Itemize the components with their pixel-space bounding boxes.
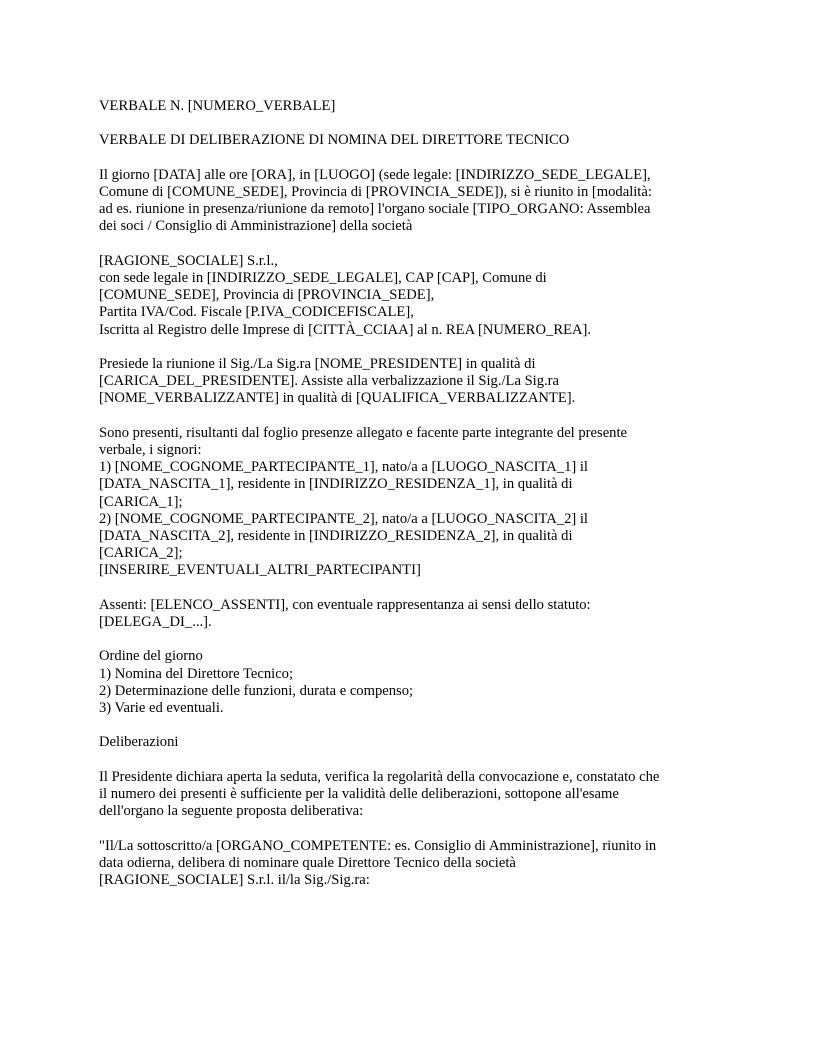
document-text-line: 1) [NOME_COGNOME_PARTECIPANTE_1], nato/a a [LUOGO_NASCITA_1] il [99, 459, 588, 476]
document-text-line: [RAGIONE_SOCIALE] S.r.l. il/la Sig./Sig.ra: [99, 871, 370, 888]
document-paragraph [99, 356, 723, 408]
document-text-line: Assenti: [ELENCO_ASSENTI], con eventuale rappresentanza ai sensi dello statuto: [99, 596, 591, 613]
document-paragraph [99, 167, 723, 236]
document-text-line: 3) Varie ed eventuali. [99, 700, 224, 716]
document-paragraph [99, 769, 723, 821]
document-paragraph [99, 253, 723, 339]
document-text-line: Deliberazioni [99, 734, 179, 751]
document-paragraph [99, 838, 723, 890]
document-text-line: [DELEGA_DI_...]. [99, 614, 212, 630]
document-text-line: "Il/La sottoscritto/a [ORGANO_COMPETENTE: es. Consiglio di Amministrazione], riunito in [99, 837, 657, 854]
document-text-line: Partita IVA/Cod. Fiscale [P.IVA_CODICEFISCALE], [99, 304, 414, 321]
document-text-line: [DATA_NASCITA_2], residente in [INDIRIZZO_RESIDENZA_2], in qualità di [99, 528, 573, 544]
document-text-line: con sede legale in [INDIRIZZO_SEDE_LEGALE], CAP [CAP], Comune di [99, 269, 547, 286]
document-paragraph [99, 132, 723, 149]
document-text-line: Presiede la riunione il Sig./La Sig.ra [NOME_PRESIDENTE] in qualità di [99, 355, 536, 372]
document-text-line: [CARICA_1]; [99, 493, 183, 510]
document-text-line: 2) [NOME_COGNOME_PARTECIPANTE_2], nato/a a [LUOGO_NASCITA_2] il [99, 510, 588, 527]
document-text-line: Sono presenti, risultanti dal foglio presenze allegato e facente parte integrante del presente [99, 424, 627, 441]
document-paragraph [99, 648, 723, 717]
document-text-line: [CARICA_2]; [99, 545, 183, 562]
document-text-line: [INSERIRE_EVENTUALI_ALTRI_PARTECIPANTI] [99, 562, 421, 579]
document-text-line: data odierna, delibera di nominare quale Direttore Tecnico della società [99, 854, 516, 871]
document-text-line: VERBALE N. [NUMERO_VERBALE] [99, 98, 336, 114]
document-paragraph [99, 425, 723, 580]
document-text-line: dei soci / Consiglio di Amministrazione] della società [99, 218, 413, 235]
document-text-line: verbale, i signori: [99, 441, 202, 458]
document-text-line: 1) Nomina del Direttore Tecnico; [99, 665, 294, 682]
document-text-line: [RAGIONE_SOCIALE] S.r.l., [99, 252, 278, 269]
document-text-line: ad es. riunione in presenza/riunione da remoto] l'organo sociale [TIPO_ORGANO: Assemblea [99, 201, 651, 218]
document-text-line: 2) Determinazione delle funzioni, durata e compenso; [99, 682, 414, 699]
document-text-line: Il Presidente dichiara aperta la seduta, verifica la regolarità della convocazione e, constatato che [99, 768, 660, 785]
document-text-line: [COMUNE_SEDE], Provincia di [PROVINCIA_SEDE], [99, 287, 435, 304]
document-text-line: Il giorno [DATA] alle ore [ORA], in [LUOGO] (sede legale: [INDIRIZZO_SEDE_LEGALE], [99, 166, 651, 183]
document-text-line: il numero dei presenti è sufficiente per la validità delle deliberazioni, sottopone all'esame [99, 785, 619, 802]
document-text-line: Iscritta al Registro delle Imprese di [CITTÀ_CCIAA] al n. REA [NUMERO_REA]. [99, 321, 592, 338]
document-paragraph [99, 734, 723, 751]
document-paragraph [99, 597, 723, 631]
document-text-line: VERBALE DI DELIBERAZIONE DI NOMINA DEL DIRETTORE TECNICO [99, 132, 570, 149]
document-text-line: Ordine del giorno [99, 648, 203, 665]
document-page [99, 98, 723, 906]
document-text-line: [NOME_VERBALIZZANTE] in qualità di [QUALIFICA_VERBALIZZANTE]. [99, 390, 576, 407]
document-text-line: [CARICA_DEL_PRESIDENTE]. Assiste alla verbalizzazione il Sig./La Sig.ra [99, 373, 560, 390]
document-text-line: dell'organo la seguente proposta deliberativa: [99, 803, 364, 820]
document-text-line: [DATA_NASCITA_1], residente in [INDIRIZZO_RESIDENZA_1], in qualità di [99, 476, 573, 493]
document-paragraph [99, 98, 723, 115]
document-text-line: Comune di [COMUNE_SEDE], Provincia di [PROVINCIA_SEDE]), si è riunito in [modalità: [99, 183, 652, 200]
